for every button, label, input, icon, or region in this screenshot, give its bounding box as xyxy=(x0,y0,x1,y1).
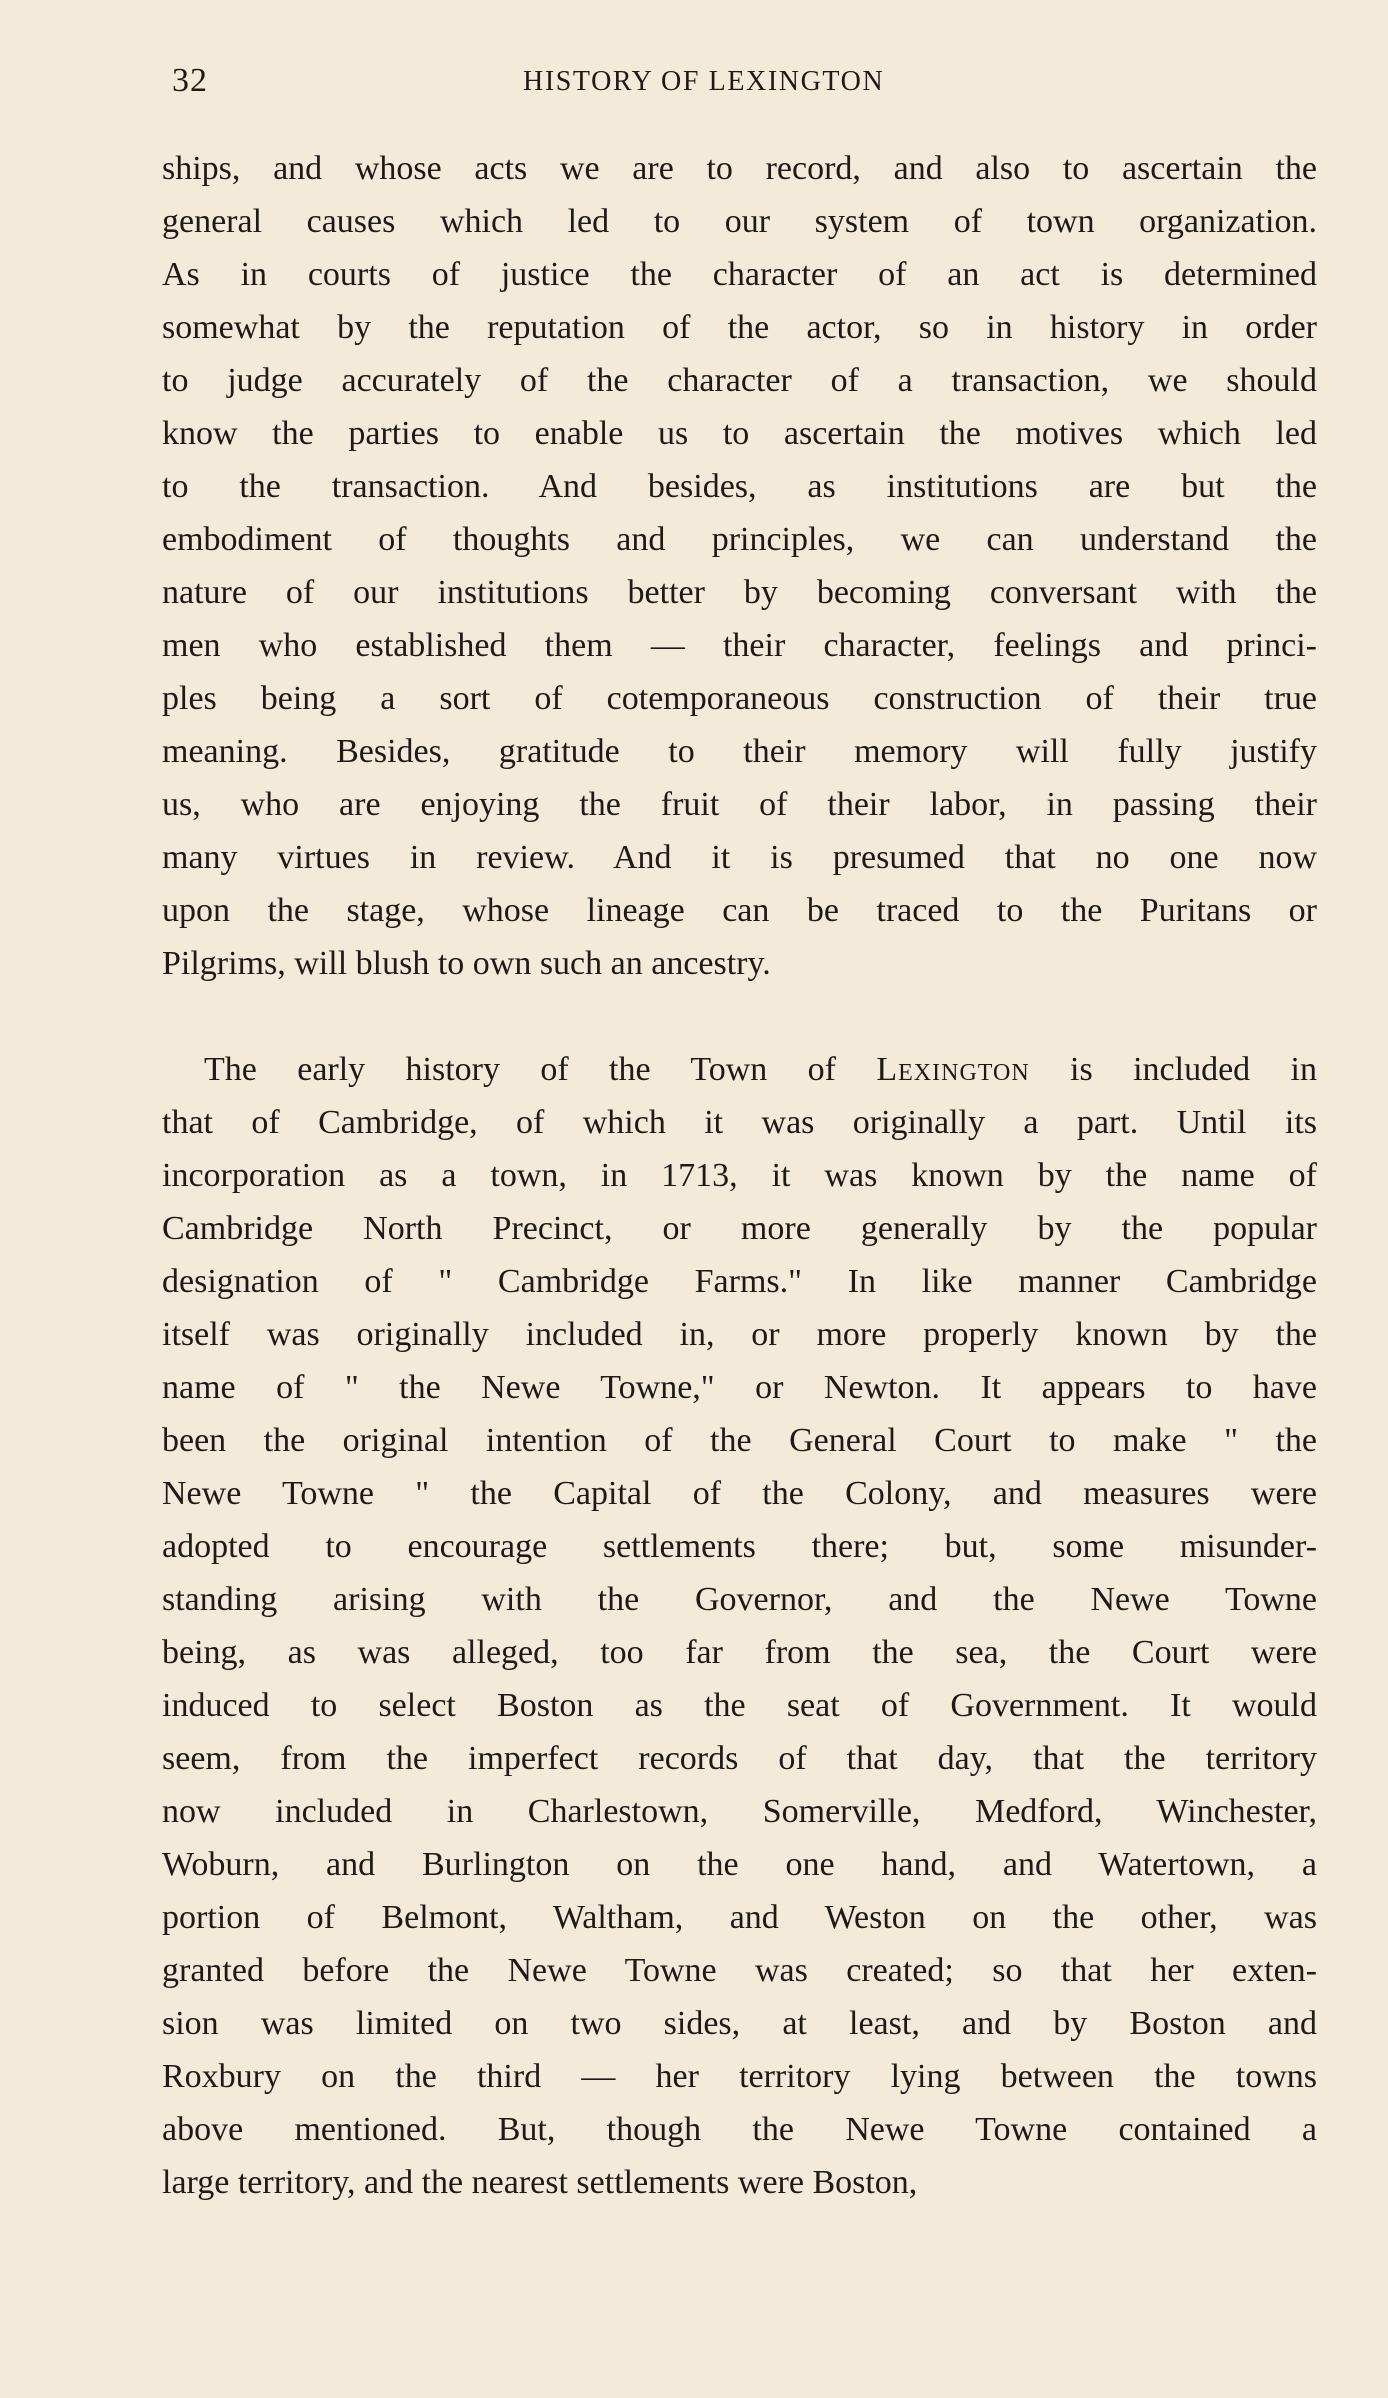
text-line: men who established them — their character, feelings and princi- xyxy=(162,627,1317,664)
text-line: to judge accurately of the character of a transaction, we should xyxy=(162,362,1317,399)
text-line: to the transaction. And besides, as institutions are but the xyxy=(162,468,1317,505)
text-line: portion of Belmont, Waltham, and Weston on the other, was xyxy=(162,1899,1317,1936)
text-line: seem, from the imperfect records of that day, that the territory xyxy=(162,1740,1317,1777)
text-line: Newe Towne " the Capital of the Colony, and measures were xyxy=(162,1475,1317,1512)
text-line: us, who are enjoying the fruit of their labor, in passing their xyxy=(162,786,1317,823)
text-line: somewhat by the reputation of the actor, so in history in order xyxy=(162,309,1317,346)
text-line: general causes which led to our system of town organization. xyxy=(162,203,1317,240)
text-line: granted before the Newe Towne was created; so that her exten- xyxy=(162,1952,1317,1989)
text-line: induced to select Boston as the seat of Government. It would xyxy=(162,1687,1317,1724)
running-head: HISTORY OF LEXINGTON xyxy=(523,66,885,97)
body-text xyxy=(162,142,1317,2209)
text-line: sion was limited on two sides, at least, and by Boston and xyxy=(162,2005,1317,2042)
text-line: adopted to encourage settlements there; but, some misunder- xyxy=(162,1528,1317,1565)
text-line: As in courts of justice the character of an act is determined xyxy=(162,256,1317,293)
text-line: been the original intention of the General Court to make " the xyxy=(162,1422,1317,1459)
text-line: Roxbury on the third — her territory lying between the towns xyxy=(162,2058,1317,2095)
text-line xyxy=(162,1043,1317,1096)
paragraph-2 xyxy=(162,1043,1317,2209)
text-fragment: is included in xyxy=(1029,1051,1317,1088)
text-line: that of Cambridge, of which it was originally a part. Until its xyxy=(162,1104,1317,1141)
page-header xyxy=(0,62,1388,112)
text-line: incorporation as a town, in 1713, it was known by the name of xyxy=(162,1157,1317,1194)
text-line: designation of " Cambridge Farms." In like manner Cambridge xyxy=(162,1263,1317,1300)
town-name-smallcaps: Lexington xyxy=(876,1051,1030,1088)
text-line: standing arising with the Governor, and the Newe Towne xyxy=(162,1581,1317,1618)
text-line: know the parties to enable us to ascertain the motives which led xyxy=(162,415,1317,452)
text-line: ples being a sort of cotemporaneous construction of their true xyxy=(162,680,1317,717)
text-line: many virtues in review. And it is presumed that no one now xyxy=(162,839,1317,876)
text-line: Cambridge North Precinct, or more generally by the popular xyxy=(162,1210,1317,1247)
text-line: now included in Charlestown, Somerville, Medford, Winchester, xyxy=(162,1793,1317,1830)
paragraph-1 xyxy=(162,142,1317,990)
text-line: Pilgrims, will blush to own such an ancestry. xyxy=(162,945,771,982)
text-line: ships, and whose acts we are to record, and also to ascertain the xyxy=(162,150,1317,187)
text-fragment: The early history of the Town of xyxy=(204,1051,877,1088)
text-line: itself was originally included in, or more properly known by the xyxy=(162,1316,1317,1353)
text-line: nature of our institutions better by becoming conversant with the xyxy=(162,574,1317,611)
text-line: meaning. Besides, gratitude to their memory will fully justify xyxy=(162,733,1317,770)
text-line: being, as was alleged, too far from the sea, the Court were xyxy=(162,1634,1317,1671)
text-line: Woburn, and Burlington on the one hand, and Watertown, a xyxy=(162,1846,1317,1883)
text-line: name of " the Newe Towne," or Newton. It appears to have xyxy=(162,1369,1317,1406)
text-line: upon the stage, whose lineage can be traced to the Puritans or xyxy=(162,892,1317,929)
text-line: embodiment of thoughts and principles, we can understand the xyxy=(162,521,1317,558)
page-number: 32 xyxy=(172,62,208,99)
text-line: large territory, and the nearest settlements were Boston, xyxy=(162,2164,918,2201)
text-line: above mentioned. But, though the Newe Towne contained a xyxy=(162,2111,1317,2148)
